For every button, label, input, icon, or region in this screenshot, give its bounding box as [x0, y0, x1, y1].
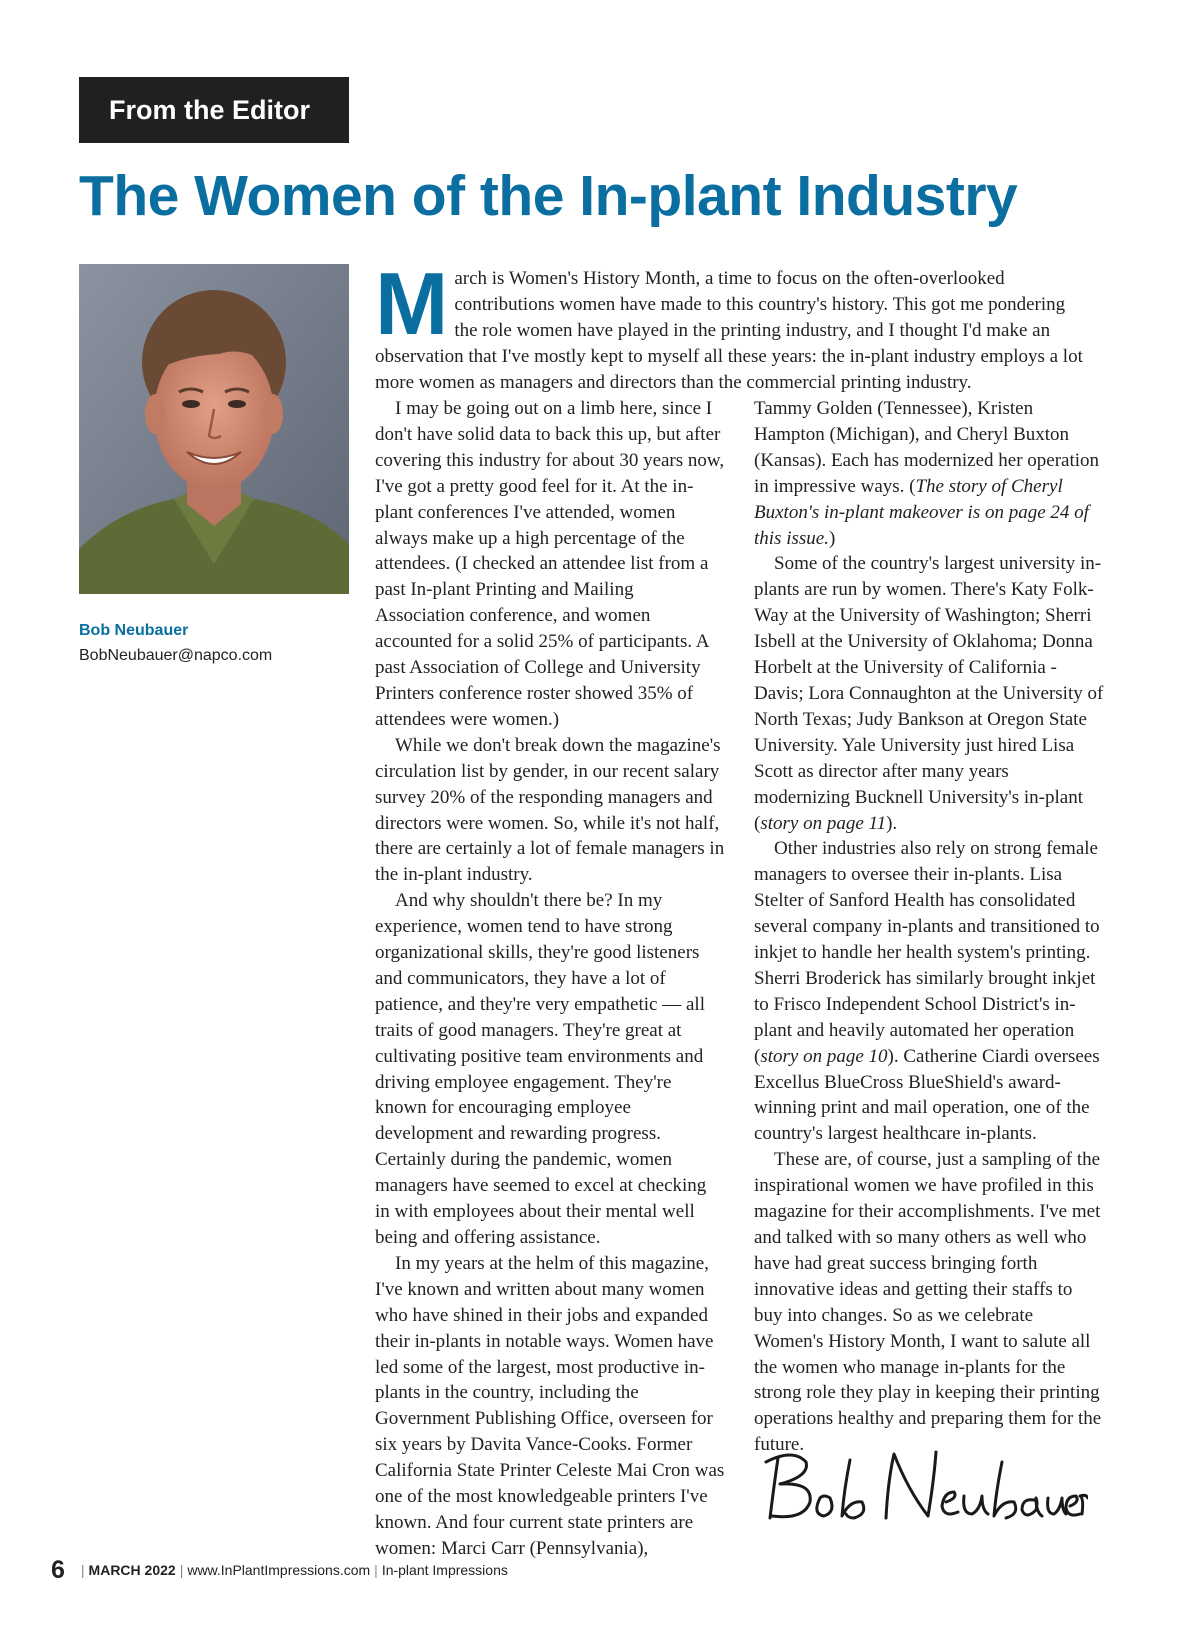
paragraph: Tammy Golden (Tennessee), Kristen Hampton (Michigan), and Cheryl Buxton (Kansas). Each has modernized her operation in impressive ways. (The story of Cheryl Buxton's in-plant makeover is on page 24 of this issue.)	[754, 398, 1100, 549]
paragraph: Some of the country's largest university in-plants are run by women. There's Katy Folk-Way at the University of Washington; Sherri Isbell at the University of Oklahoma; Donna Horbelt at the University of California - Davis; Lora Connaughton at the University of North Texas; Judy Bankson at Oregon State University. Yale University just hired Lisa Scott as director after many years modernizing Bucknell University's in-plant (story on page 11).	[754, 553, 1104, 834]
paragraph: These are, of course, just a sampling of the inspirational women we have profiled in this magazine for their accomplishments. I've met and talked with so many others as well who have had great success bringing forth innovative ideas and getting their staffs to buy into changes. So as we celebrate Women's History Month, I want to salute all the women who manage in-plants for the strong role they play in keeping their printing operations healthy and preparing them for the future.	[754, 1149, 1102, 1456]
right-column	[754, 396, 1104, 1458]
author-photo	[79, 264, 349, 594]
paragraph: Other industries also rely on strong female managers to oversee their in-plants. Lisa Stelter of Sanford Health has consolidated several company in-plants and transitioned to inkjet to handle her health system's printing. Sherri Broderick has similarly brought inkjet to Frisco Independent School District's in-plant and heavily automated her operation (story on page 10). Catherine Ciardi oversees Excellus BlueCross BlueShield's award-winning print and mail operation, one of the country's largest healthcare in-plants.	[754, 838, 1100, 1145]
drop-cap: M	[375, 254, 449, 353]
author-name: Bob Neubauer	[79, 622, 189, 639]
paragraph: And why shouldn't there be? In my experience, women tend to have strong organizational skills, they're good listeners and communicators, they have a lot of patience, and they're very empathetic — all traits of good managers. They're great at cultivating positive team environments and driving employee engagement. They're known for encouraging employee development and rewarding progress. Certainly during the pandemic, women managers have seemed to excel at checking in with employees about their mental well being and offering assistance.	[375, 890, 707, 1248]
handwritten-signature-image	[758, 1440, 1088, 1535]
issue-date: MARCH 2022	[88, 1562, 176, 1578]
paragraph: In my years at the helm of this magazine, I've known and written about many women who have shined in their jobs and expanded their in-plants in notable ways. Women have led some of the largest, most productive in-plants in the country, including the Government Publishing Office, overseen for six years by Davita Vance-Cooks. Former California State Printer Celeste Mai Cron was one of the most knowledgeable printers I've known. And four current state printers are women: Marci Carr (Pennsylvania),	[375, 1252, 725, 1559]
story-reference: story on page 11	[760, 812, 887, 834]
paragraph: I may be going out on a limb here, since I don't have solid data to back this up, but after covering this industry for about 30 years now, I've got a pretty good feel for it. At the in-plant conferences I've attended, women always make up a high percentage of the attendees. (I checked an attendee list from a past In-plant Printing and Mailing Association conference, and women accounted for a solid 25% of participants. A past Association of College and University Printers conference roster showed 35% of attendees were women.)	[375, 398, 725, 730]
page-footer: 6 | MARCH 2022 | www.InPlantImpressions.com | In-plant Impressions	[51, 1556, 508, 1584]
section-label: From the Editor	[79, 77, 349, 143]
author-email: BobNeubauer@napco.com	[79, 647, 273, 664]
signature	[758, 1440, 1088, 1535]
left-column	[375, 396, 725, 1562]
website: www.InPlantImpressions.com	[187, 1562, 371, 1578]
page-number: 6	[51, 1556, 65, 1584]
article-title: The Women of the In-plant Industry	[79, 164, 1018, 228]
article-intro	[375, 254, 1085, 396]
intro-text: arch is Women's History Month, a time to focus on the often-overlooked contributions women have made to this country's history. This got me pondering the role women have played in the printing industry, and I thought I'd make an observation that I've mostly kept to myself all these years: the in-plant industry employs a lot more women as managers and directors than the commercial printing industry.	[375, 268, 1083, 393]
story-reference: story on page 10	[760, 1045, 888, 1067]
story-reference: The story of Cheryl Buxton's in-plant makeover is on page 24 of this issue.	[754, 475, 1089, 549]
author-portrait-image	[79, 264, 349, 594]
paragraph: While we don't break down the magazine's circulation list by gender, in our recent salary survey 20% of the responding managers and directors were women. So, while it's not half, there are certainly a lot of female managers in the in-plant industry.	[375, 734, 725, 886]
publication-name: In-plant Impressions	[381, 1562, 508, 1578]
